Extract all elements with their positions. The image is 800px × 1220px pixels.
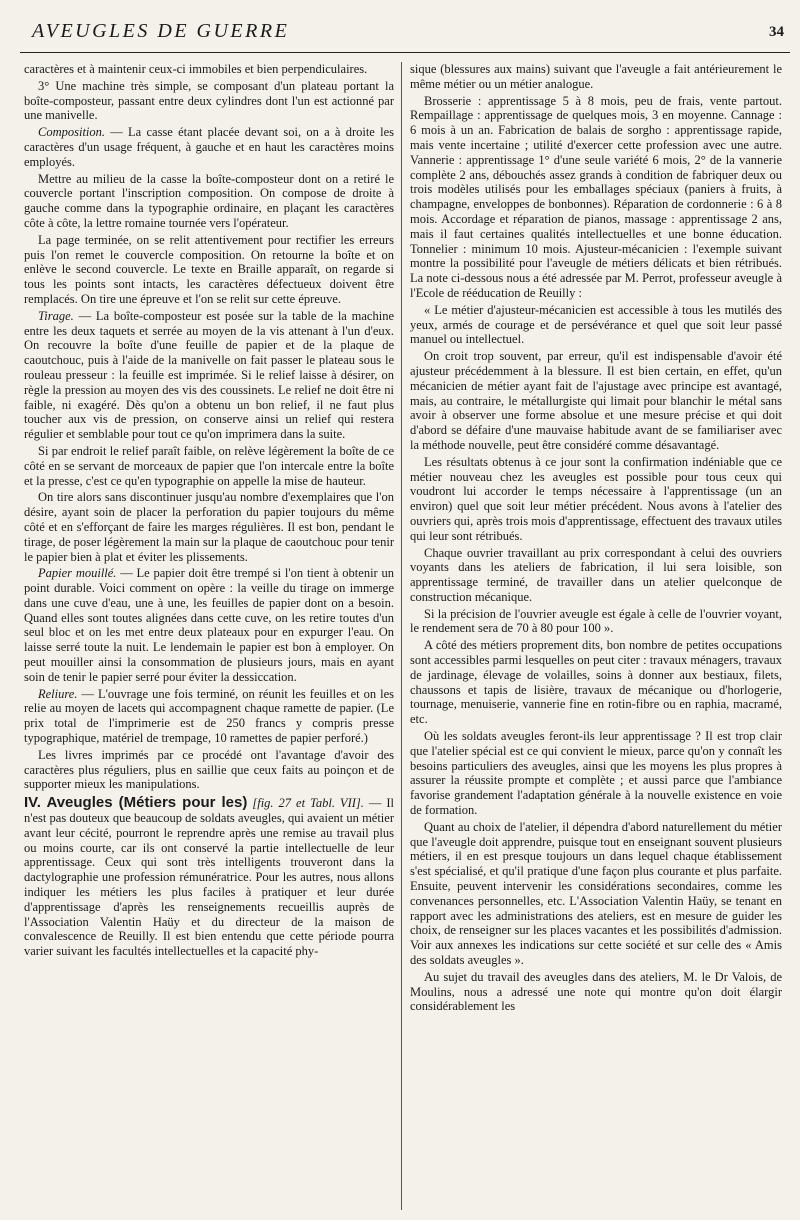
column-rule <box>401 62 402 1210</box>
paragraph: Si par endroit le relief paraît faible, on relève légèrement la boîte de ce côté en se servant de morceaux de papier que l'on intercale entre la boîte et la presse, c'est ce qu'en typographie on appelle la mise de hauteur. <box>24 443 394 488</box>
paragraph: Brosserie : apprentissage 5 à 8 mois, peu de frais, vente partout. Rempaillage : apprentissage de quelques mois, 3 en moyenne. Cannage : 6 mois à un an. Fabrication de balais de sorgho : apprentissage rapide, mais vente incertaine ; utilité d'exercer cette profession avec une autre. Vannerie : apprentissage 1° d'une seule variété 6 mois, 2° de la vannerie complète 2 ans, débouchés assez grands à condition de fabriquer deux ou trois modèles utilisés pour les emballages spéciaux (paniers à fruits, à champagne, enveloppes de bonbonnes). Réparation de cordonnerie : 6 à 8 mois. Accordage et réparation de pianos, massage : apprentissage 2 ans, mais il faut certaines qualités intellectuelles et une bonne éducation. Tonnelier : minimum 10 mois. Ajusteur-mécanicien : l'exemple suivant montre la possibilité pour l'aveugle de métiers délicats et bien rétribués. La note ci-dessous nous a été adressée par M. Perrot, professeur aveugle à l'Ecole de rééducation de Reuilly : <box>410 93 782 300</box>
paragraph <box>24 125 394 169</box>
paragraph: A côté des métiers proprement dits, bon nombre de petites occupations sont accessibles parmi lesquelles on peut citer : travaux ménagers, travaux de jardinage, élevage de volailles, soins à donner aux bestiaux, filets, chaussons et tapis de lisière, travaux de mécanique ou d'horlogerie, tournage, menuiserie, vannerie fine en rotin-fibre ou en raphia, macramé, etc. <box>410 638 782 727</box>
paragraph: Chaque ouvrier travaillant au prix correspondant à celui des ouvriers voyants dans les ateliers de fabrication, il lui sera loisible, son apprentissage terminé, de travailler dans un atelier quelconque de construction mécanique. <box>410 545 782 604</box>
paragraph <box>24 566 394 684</box>
running-title: AVEUGLES DE GUERRE <box>32 20 290 42</box>
header-rule <box>20 52 790 53</box>
paragraph-lead: Tirage. <box>38 308 74 323</box>
paragraph: Au sujet du travail des aveugles dans des ateliers, M. le Dr Valois, de Moulins, nous a adressé une note qui montre qu'on doit élargir considérablement les <box>410 969 782 1014</box>
paragraph-text: — L'ouvrage une fois terminé, on réunit les feuilles et on les relie au moyen de lacets qui accompagnent chaque ramette de papier. (Le prix total de l'imprimerie est de 250 francs y compris presse typographique, matériel de trempage, 10 ramettes de papier perforé.) <box>24 686 394 746</box>
section-paragraph <box>24 796 394 959</box>
paragraph: Les résultats obtenus à ce jour sont la confirmation indéniable que ce métier nouveau chez les aveugles est possible pour tous ceux qui voudront lui accorder le temps nécessaire à l'apprentissage (un an environ) quel que soit leur métier précédent. Nous avons à l'atelier des ouvriers qui, après trois mois d'apprentissage, effectuent des travaux utiles qui leur sont rétribués. <box>410 454 782 543</box>
paragraph: Quant au choix de l'atelier, il dépendra d'abord naturellement du métier que l'aveugle doit apprendre, puisque tout en enseignant souvent plusieurs métiers, il en est presque toujours un dans lequel chaque établissement s'est spécialisé, et qu'il pratique d'une façon plus courante et plus parfaite. Ensuite, peuvent intervenir les considérations secondaires, comme les convenances personnelles, etc. L'Association Valentin Haüy, se tenant en rapport avec les administrations des ateliers, est en mesure de guider les choix, de renseigner sur les places vacantes et les possibilités d'admission. Voir aux annexes les indications sur cette société et sur celle des « Amis des soldats aveugles ». <box>410 819 782 968</box>
page-number: 34 <box>769 24 784 40</box>
paragraph-lead: Papier mouillé. <box>38 566 117 581</box>
paragraph <box>24 309 394 442</box>
paragraph: La page terminée, on se relit attentivement pour rectifier les erreurs puis l'on remet le couvercle composition. On retourne la boîte et on enlève le second couvercle. Le texte en Braille apparaît, on regarde si tous les points sont intacts, les caractères défectueux doivent être remplacés. On tire une épreuve et l'on se relit sur cette épreuve. <box>24 232 394 306</box>
left-column <box>24 62 394 1212</box>
paragraph: Si la précision de l'ouvrier aveugle est égale à celle de l'ouvrier voyant, le rendement sera de 70 à 80 pour 100 ». <box>410 606 782 636</box>
paragraph-lead: Composition. <box>38 125 106 140</box>
section-text: — Il n'est pas douteux que beaucoup de soldats aveugles, qui avaient un métier avant leur cécité, pourront le reprendre après une remise au travail plus ou moins courte, car ils ont conservé la partie intellectuelle de leur apprentissage. Ceux qui sont très intelligents trouveront dans la dactylographie une profession rémunératrice. Pour les autres, nous allons indiquer les métiers les plus faciles à pratiquer et leur durée d'apprentissage d'après les renseignements recueillis auprès de l'Association Valentin Haüy et du directeur de la maison de convalescence de Reuilly. Il est bien entendu que cette période pourra varier suivant les facultés intellectuelles et la capacité phy- <box>24 796 394 959</box>
paragraph: « Le métier d'ajusteur-mécanicien est accessible à tous les mutilés des yeux, armés de courage et de persévérance et quel que soit leur passé manuel ou intellectuel. <box>410 302 782 347</box>
paragraph <box>24 687 394 746</box>
paragraph: Où les soldats aveugles feront-ils leur apprentissage ? Il est trop clair que l'atelier spécial est ce qui convient le mieux, parce qu'on y connaît les besoins particuliers des aveugles, ainsi que les moyens les plus propres à assurer la réussite prompte et complète ; et aussi parce que l'ambiance favorise grandement l'adaptation générale à la nouvelle existence en voie de formation. <box>410 729 782 818</box>
paragraph: sique (blessures aux mains) suivant que l'aveugle a fait antérieurement le même métier ou un métier analogue. <box>410 62 782 91</box>
section-ref: [fig. 27 et Tabl. VII]. <box>247 796 369 811</box>
paragraph: On tire alors sans discontinuer jusqu'au nombre d'exemplaires que l'on désire, ayant soin de placer la perforation du papier toujours du même côté et en s'efforçant de faire les marges régulières. Il est bon, pendant le tirage, de poser légèrement la main sur la plaque de caoutchouc pour tenir le papier bien à plat et éviter les plissements. <box>24 490 394 564</box>
page-header <box>20 16 786 48</box>
paragraph: On croit trop souvent, par erreur, qu'il est indispensable d'avoir été ajusteur précédemment à la blessure. Il est bien certain, en effet, qu'un mécanicien de métier ayant fait de l'ajustage avec principe est avantagé, mais, au contraire, le métallurgiste qui limait pour blanchir le métal sans avoir à observer une forme absolue et une mesure précise et qui doit d'abord se défaire d'une mauvaise habitude avant de se familiariser avec la méthode nouvelle, peut être considéré comme désavantagé. <box>410 349 782 452</box>
section-title: IV. Aveugles (Métiers pour les) <box>24 794 248 812</box>
paragraph-lead: Reliure. <box>38 686 78 701</box>
paragraph-text: — Le papier doit être trempé si l'on tient à obtenir un point durable. Voici comment on opère : la veille du tirage on immerge dans une cuve d'eau, une à une, les feuilles de papier dont on a besoin. Quand elles sont toutes alignées dans cette cuve, on les retire toutes d'un seul bloc et on les met entre deux plateaux pour en expurger l'eau. On laisse serré toute la nuit. Le lendemain le papier est bon à employer. On peut mouiller ainsi la consommation de plusieurs jours, mais en ayant soin de tenir le papier serré pour éviter la dessiccation. <box>24 566 394 684</box>
paragraph-text: — La casse étant placée devant soi, on a à droite les caractères d'un usage fréquent, à gauche et en haut les caractères moins employés. <box>24 125 394 169</box>
paragraph: caractères et à maintenir ceux-ci immobiles et bien perpendiculaires. <box>24 62 368 76</box>
paragraph: 3° Une machine très simple, se composant d'un plateau portant la boîte-composteur, passant entre deux cylindres dont l'un est actionné par une manivelle. <box>24 78 394 123</box>
right-column <box>410 62 782 1212</box>
paragraph: Mettre au milieu de la casse la boîte-composteur dont on a retiré le couvercle portant l'inscription composition. On compose de droite à gauche comme dans la typographie ordinaire, en plaçant les caractères côte à côte, la lettre romaine tournée vers l'opérateur. <box>24 171 394 230</box>
paragraph: Les livres imprimés par ce procédé ont l'avantage d'avoir des caractères plus réguliers, plus en saillie que ceux faits au poinçon et de supporter mieux les manipulations. <box>24 747 394 792</box>
paragraph-text: — La boîte-composteur est posée sur la table de la machine entre les deux taquets et serrée au moyen de la vis attenant à l'un d'eux. On recouvre la boîte d'une feuille de papier et de la plaque de caoutchouc, puis à l'aide de la manivelle on fait passer le plateau sous le rouleau presseur : la feuille est imprimée. Si le relief laisse à désirer, on règle la pression au moyen des vis des coussinets. Le relief ne doit être ni faible, ni exagéré. Dès qu'on a obtenu un bon relief, il ne faut plus toucher aux vis de pression, on conserve ainsi un relief qui restera régulier et semblable pour tout ce qu'on imprimera dans la suite. <box>24 308 394 442</box>
